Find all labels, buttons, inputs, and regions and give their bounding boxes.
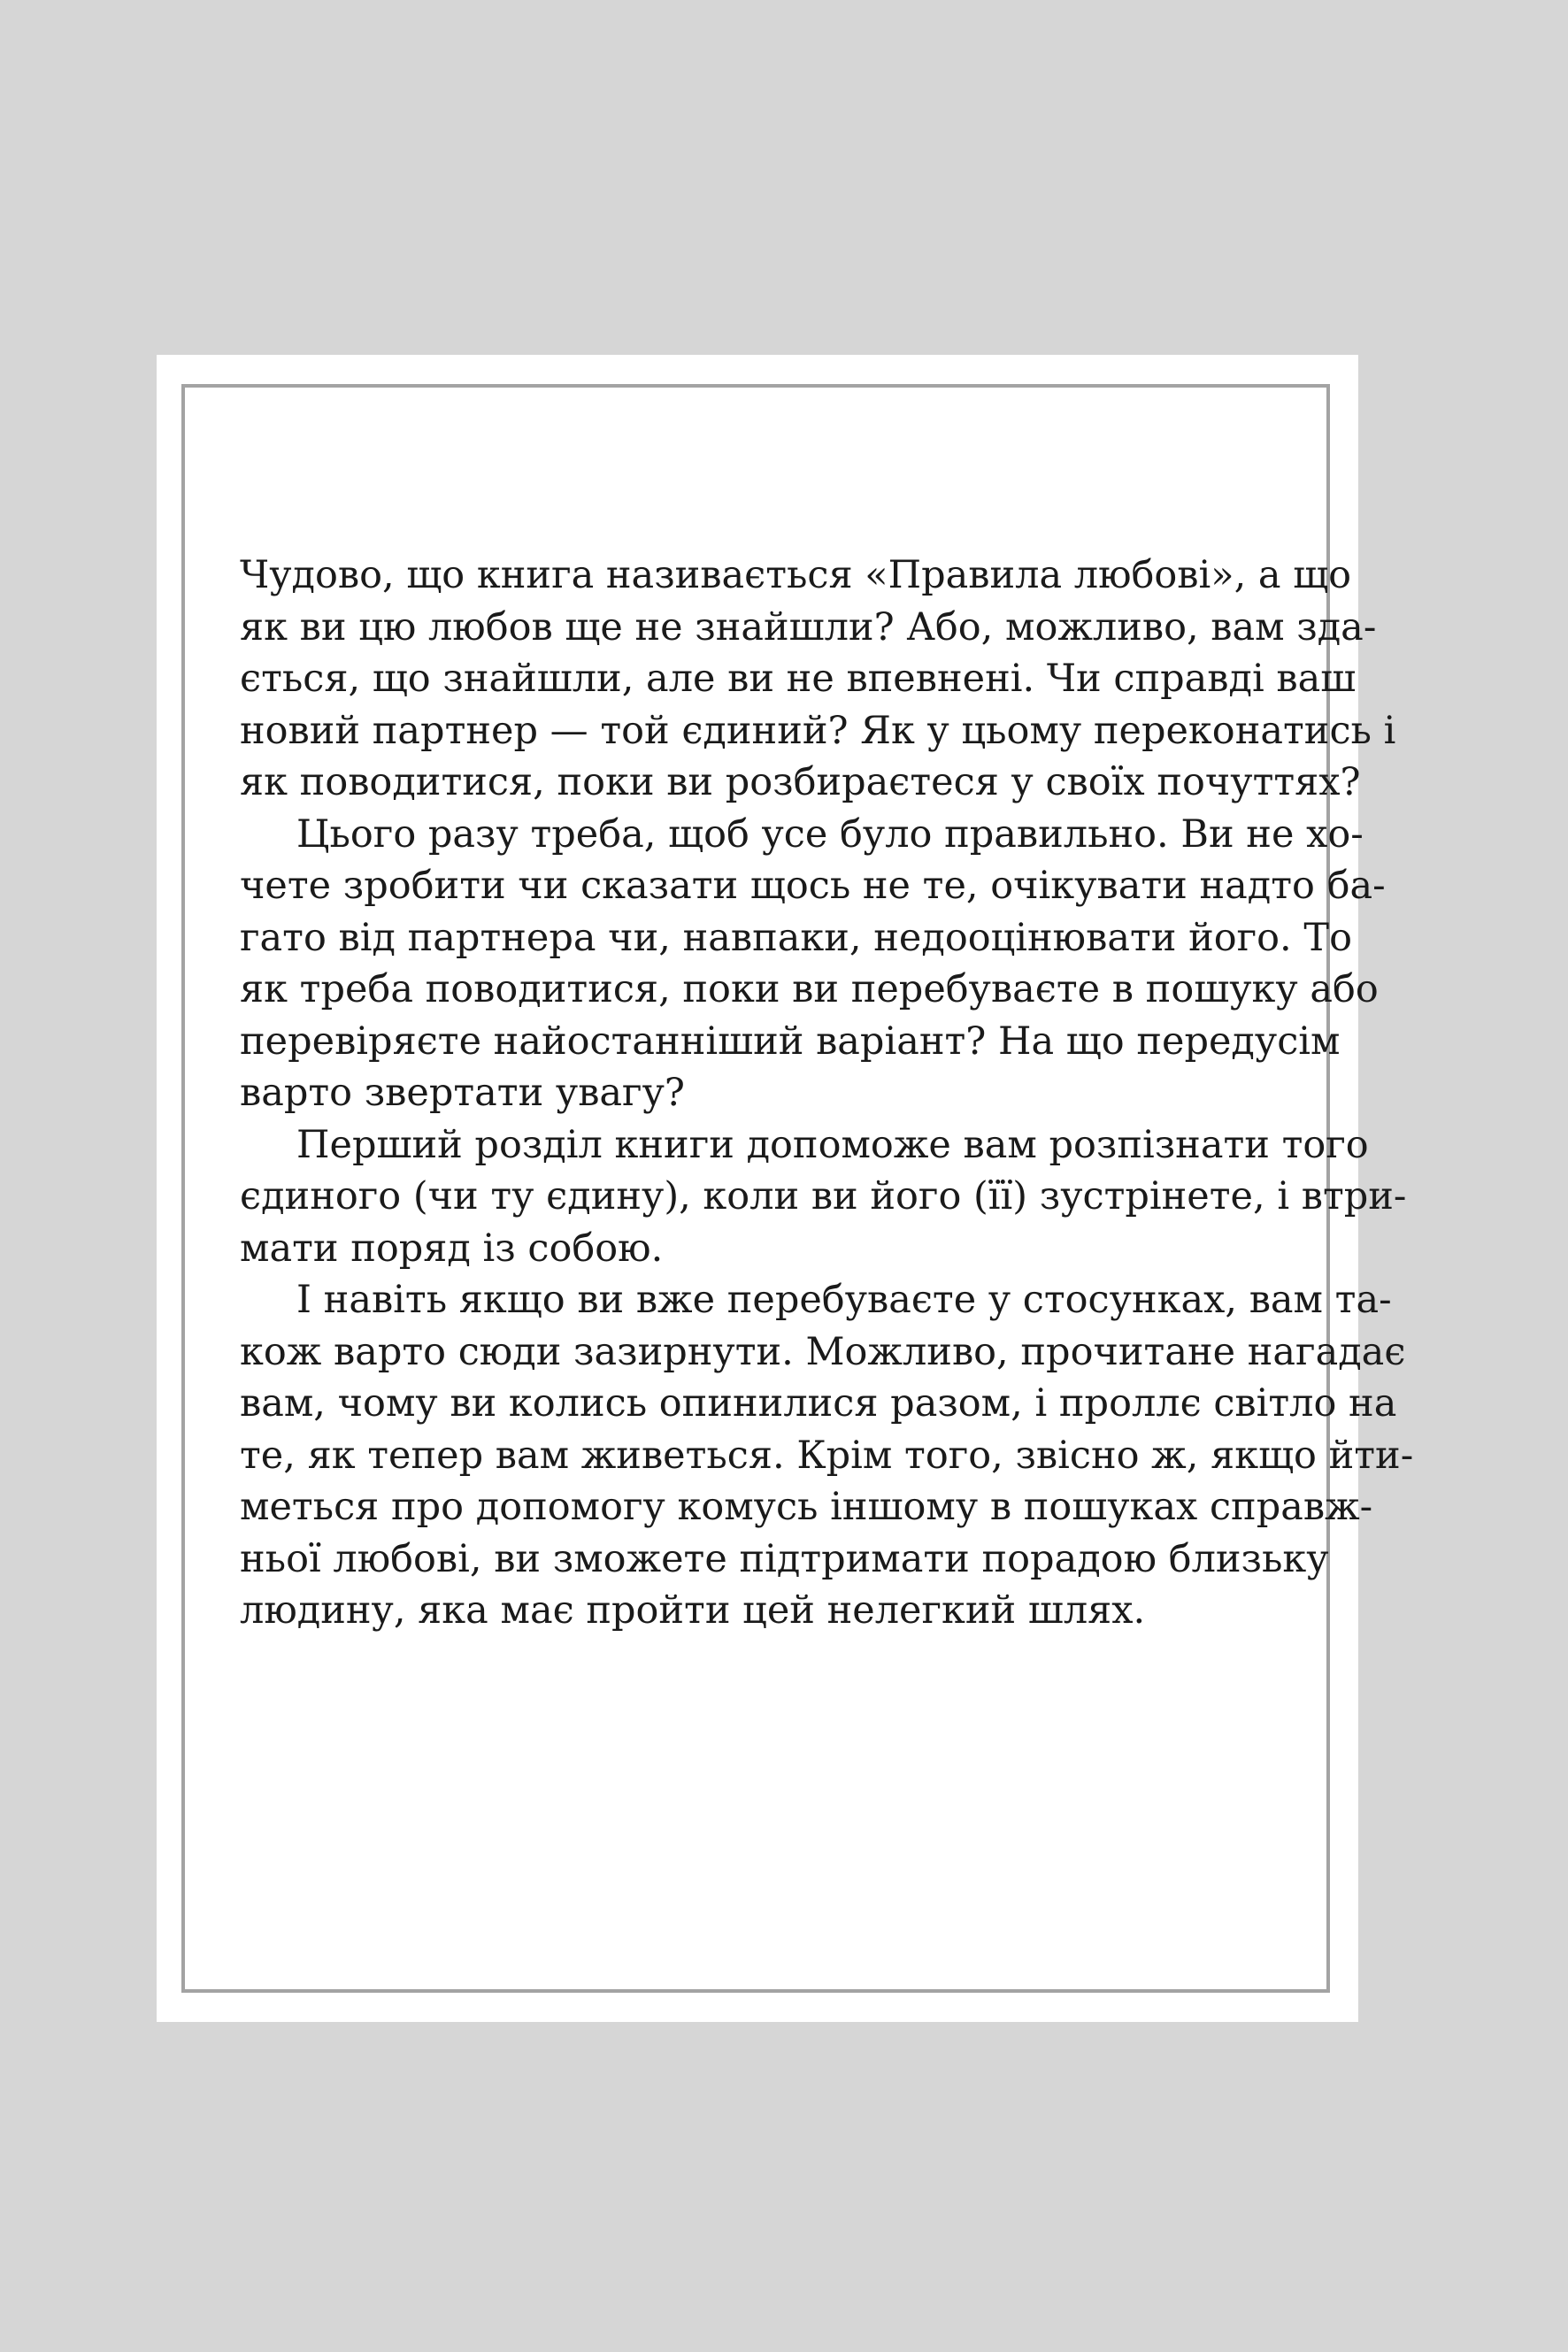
text-line: Цього разу треба, щоб усе було правильно. Ви не хо- <box>296 811 1364 857</box>
text-line: людину, яка має пройти цей нелегкий шлях. <box>240 1588 1146 1633</box>
text-line: ньої любові, ви зможете підтримати порадою близьку <box>240 1536 1329 1581</box>
paragraph-4 <box>240 1274 1414 1637</box>
text-line: вам, чому ви колись опинилися разом, і проллє світло на <box>240 1381 1397 1426</box>
text-line: чете зробити чи сказати щось не те, очікувати надто ба- <box>240 864 1386 908</box>
paragraph-3 <box>240 1119 1407 1275</box>
text-line: меться про допомогу комусь іншому в пошуках справж- <box>240 1485 1373 1529</box>
page-sheet <box>157 355 1414 2022</box>
text-line: Чудово, що книга називається «Правила любові», а що <box>240 553 1352 597</box>
text-line: мати поряд із собою. <box>240 1226 664 1271</box>
text-line: як поводитися, поки ви розбираєтеся у своїх почуттях? <box>240 760 1361 804</box>
text-line: як ви цю любов ще не знайшли? Або, можливо, вам зда- <box>240 604 1377 649</box>
body-text <box>240 550 1414 1637</box>
text-line: єдиного (чи ту єдину), коли ви його (її) зустрінете, і втри- <box>240 1174 1407 1218</box>
text-line: те, як тепер вам живеться. Крім того, звісно ж, якщо йти- <box>240 1433 1414 1478</box>
text-line: І навіть якщо ви вже перебуваєте у стосунках, вам та- <box>296 1278 1392 1322</box>
text-line: ється, що знайшли, але ви не впевнені. Чи справді ваш <box>240 657 1357 701</box>
paragraph-1 <box>240 550 1396 809</box>
text-line: варто звертати увагу? <box>240 1071 685 1115</box>
text-line: кож варто сюди зазирнути. Можливо, прочитане нагадає <box>240 1329 1406 1374</box>
paragraph-2 <box>240 809 1386 1119</box>
text-line: новий партнер — той єдиний? Як у цьому переконатись і <box>240 708 1396 753</box>
text-line: гато від партнера чи, навпаки, недооцінювати його. То <box>240 915 1352 960</box>
text-line: як треба поводитися, поки ви перебуваєте в пошуку або <box>240 967 1379 1011</box>
text-line: перевіряєте найостанніший варіант? На що передусім <box>240 1018 1341 1064</box>
text-line: Перший розділ книги допоможе вам розпізнати того <box>296 1122 1369 1167</box>
